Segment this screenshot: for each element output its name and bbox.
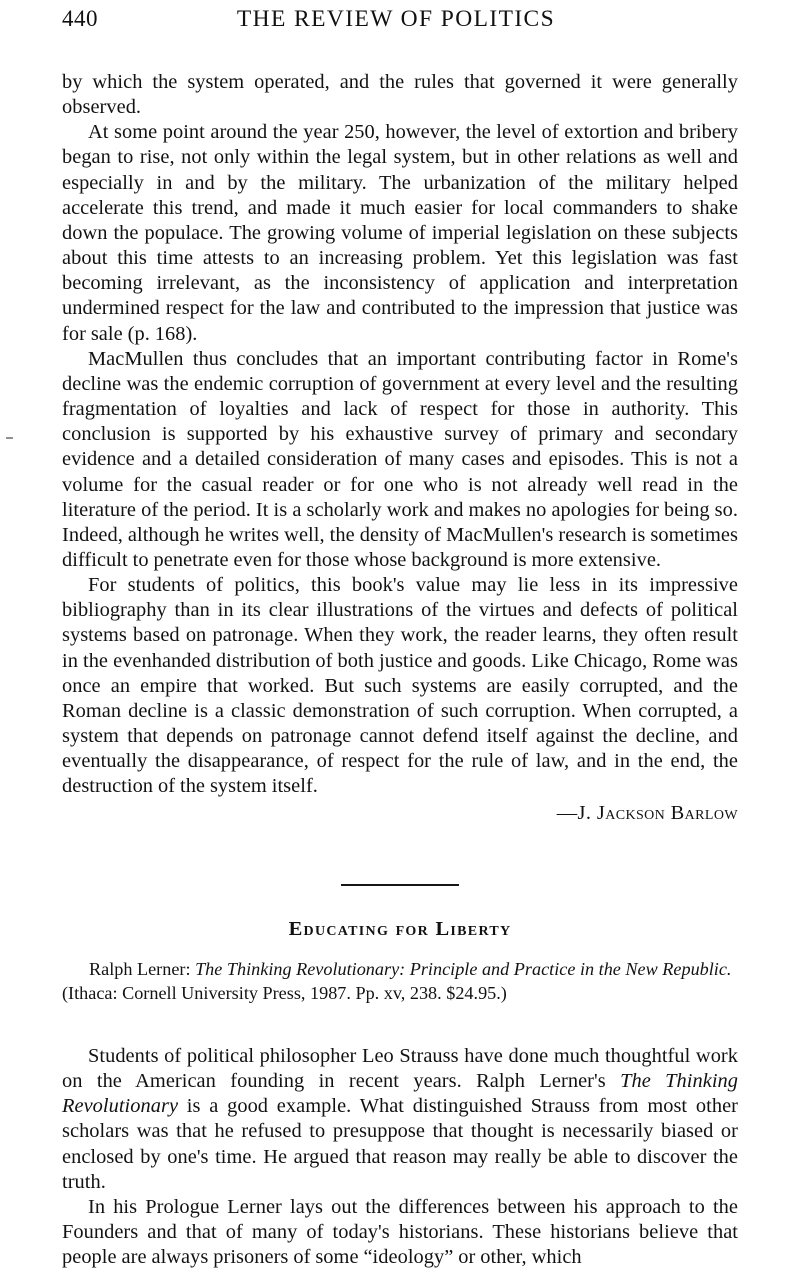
section-divider: [62, 884, 738, 900]
page-folio-number: 440: [62, 6, 98, 31]
text-run: Students of political philosopher Leo Strauss have done much thoughtful work on the American founding in recent years. Ralph Lerner's: [62, 1045, 738, 1093]
paragraph: [62, 1195, 738, 1270]
book-citation: [62, 958, 738, 1005]
divider-rule: [341, 884, 459, 886]
citation-title: The Thinking Revolutionary: Principle and Practice in the New Republic.: [195, 959, 732, 979]
paragraph: At some point around the year 250, however, the level of extortion and bribery began to rise, not only within the legal system, but in other relations as well and especially in and by the military. The urbanization of the military helped accelerate this trend, and made it much easier for local commanders to shake down the populace. The growing volume of imperial legislation on these subjects about this time attests to an increasing problem. Yet this legislation was fast becoming irrelevant, as the inconsistency of application and interpretation undermined respect for the law and contributed to the impression that justice was for sale (p. 168).: [62, 121, 738, 345]
citation-author: Ralph Lerner:: [89, 959, 196, 979]
text-run: is a good example. What distinguished Strauss from most other scholars was that he refused to presuppose that thought is necessarily biased or enclosed by one's time. He argued that reason may really be able to discover the truth.: [62, 1095, 738, 1193]
journal-title: THE REVIEW OF POLITICS: [236, 6, 556, 32]
paragraph: by which the system operated, and the rules that governed it were generally observed.: [62, 71, 738, 119]
text-run: In his Prologue Lerner lays out the differences between his approach to the Founders and that of many of today's historians. These historians believe that people are always prisoners of some “ideology” or other, which: [62, 1195, 738, 1269]
running-head: [62, 6, 738, 40]
paragraph: For students of politics, this book's value may lie less in its impressive bibliography than in its clear illustrations of the virtues and defects of political systems based on patronage. When they work, the reader learns, they often result in the evenhanded distribution of both justice and goods. Like Chicago, Rome was once an empire that worked. But such systems are easily corrupted, and the Roman decline is a classic demonstration of such corruption. When corrupted, a system that depends on patronage cannot defend itself against the decline, and eventually the disappearance, of respect for the rule of law, and in the end, the destruction of the system itself.: [62, 574, 738, 798]
paragraph: [62, 1044, 738, 1195]
citation-line-author-title: [62, 958, 738, 982]
citation-line-publication: (Ithaca: Cornell University Press, 1987. Pp. xv, 238. $24.95.): [62, 982, 507, 1003]
review-heading: Educating for Liberty: [288, 918, 512, 940]
margin-scan-artifact: [6, 437, 13, 439]
italic-run: The Thinking Revolutionary: [62, 1070, 738, 1118]
review-body: [62, 1044, 738, 1270]
article-body-continued: [62, 70, 738, 826]
reviewer-signature: —J. Jackson Barlow: [556, 801, 738, 824]
paragraph: MacMullen thus concludes that an important contributing factor in Rome's decline was the endemic corruption of government at every level and the resulting fragmentation of loyalties and lack of respect for those in authority. This conclusion is supported by his exhaustive survey of primary and secondary evidence and a detailed consideration of many cases and episodes. This is not a volume for the casual reader or for one who is not already well read in the literature of the period. It is a scholarly work and makes no apologies for being so. Indeed, although he writes well, the density of MacMullen's research is sometimes difficult to penetrate even for those whose background is more extensive.: [62, 347, 738, 571]
